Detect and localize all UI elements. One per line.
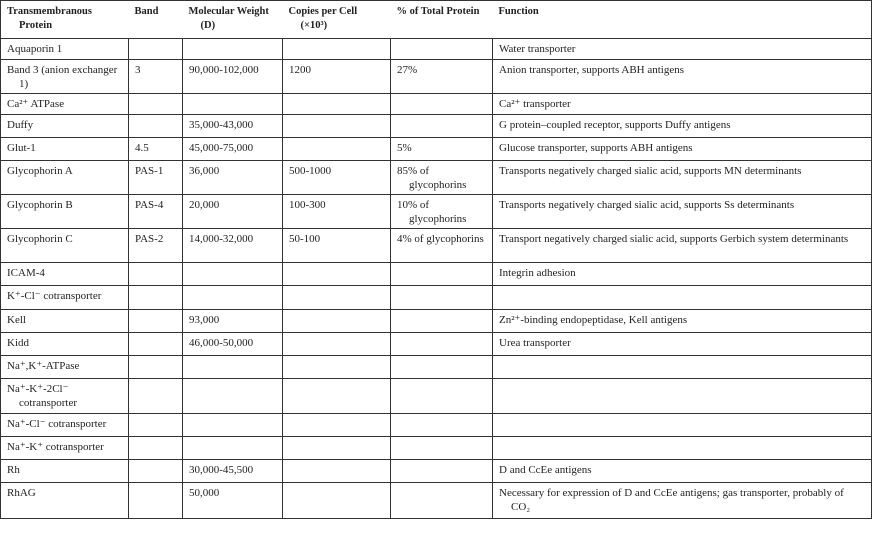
cell-copies-per-cell — [283, 483, 391, 519]
cell-function: Water transporter — [493, 39, 872, 60]
cell-molecular-weight: 93,000 — [183, 310, 283, 333]
table-row — [1, 195, 872, 229]
table-row — [1, 161, 872, 195]
cell-copies-per-cell — [283, 414, 391, 437]
cell-percent-total-protein — [391, 437, 493, 460]
cell-molecular-weight: 46,000-50,000 — [183, 333, 283, 356]
cell-molecular-weight: 90,000-102,000 — [183, 60, 283, 94]
cell-percent-total-protein: 4% of glycophorins — [391, 229, 493, 263]
header-function: Function — [493, 1, 872, 39]
cell-percent-total-protein — [391, 286, 493, 310]
cell-protein: ICAM-4 — [1, 263, 129, 286]
cell-band — [129, 286, 183, 310]
cell-copies-per-cell — [283, 356, 391, 379]
cell-copies-per-cell — [283, 138, 391, 161]
cell-band — [129, 333, 183, 356]
cell-function: Necessary for expression of D and CcEe antigens; gas transporter, probably of CO₂ — [493, 483, 872, 519]
cell-band: PAS-1 — [129, 161, 183, 195]
cell-copies-per-cell: 1200 — [283, 60, 391, 94]
cell-protein: Band 3 (anion exchanger 1) — [1, 60, 129, 94]
table-row — [1, 138, 872, 161]
cell-protein: Na⁺-K⁺-2Cl⁻ cotransporter — [1, 379, 129, 414]
cell-percent-total-protein — [391, 333, 493, 356]
cell-protein: Kell — [1, 310, 129, 333]
header-band: Band — [129, 1, 183, 39]
cell-band — [129, 356, 183, 379]
table-row — [1, 460, 872, 483]
cell-copies-per-cell — [283, 437, 391, 460]
cell-band — [129, 263, 183, 286]
cell-function: Glucose transporter, supports ABH antigens — [493, 138, 872, 161]
cell-protein: Rh — [1, 460, 129, 483]
cell-percent-total-protein: 85% of glycophorins — [391, 161, 493, 195]
cell-band — [129, 379, 183, 414]
cell-band: PAS-4 — [129, 195, 183, 229]
cell-molecular-weight: 45,000-75,000 — [183, 138, 283, 161]
cell-percent-total-protein — [391, 460, 493, 483]
table-row — [1, 115, 872, 138]
cell-function: D and CcEe antigens — [493, 460, 872, 483]
cell-function: Anion transporter, supports ABH antigens — [493, 60, 872, 94]
cell-protein: Kidd — [1, 333, 129, 356]
cell-protein: Glycophorin C — [1, 229, 129, 263]
cell-copies-per-cell — [283, 115, 391, 138]
table-row — [1, 263, 872, 286]
table-row — [1, 483, 872, 519]
cell-percent-total-protein: 5% — [391, 138, 493, 161]
table-row — [1, 333, 872, 356]
cell-molecular-weight — [183, 286, 283, 310]
cell-function: Transport negatively charged sialic acid, supports Gerbich system determinants — [493, 229, 872, 263]
header-molecular-weight: Molecular Weight (D) — [183, 1, 283, 39]
table-row — [1, 229, 872, 263]
cell-band: 4.5 — [129, 138, 183, 161]
cell-protein: Na⁺-Cl⁻ cotransporter — [1, 414, 129, 437]
table-row — [1, 356, 872, 379]
cell-band — [129, 115, 183, 138]
cell-molecular-weight: 14,000-32,000 — [183, 229, 283, 263]
cell-band — [129, 414, 183, 437]
cell-copies-per-cell — [283, 460, 391, 483]
cell-percent-total-protein — [391, 39, 493, 60]
cell-copies-per-cell — [283, 286, 391, 310]
table-row — [1, 94, 872, 115]
cell-molecular-weight: 30,000-45,500 — [183, 460, 283, 483]
cell-copies-per-cell — [283, 263, 391, 286]
cell-molecular-weight: 50,000 — [183, 483, 283, 519]
cell-copies-per-cell — [283, 379, 391, 414]
cell-molecular-weight: 35,000-43,000 — [183, 115, 283, 138]
cell-band: 3 — [129, 60, 183, 94]
cell-percent-total-protein — [391, 483, 493, 519]
cell-molecular-weight — [183, 94, 283, 115]
cell-molecular-weight — [183, 414, 283, 437]
cell-copies-per-cell: 500-1000 — [283, 161, 391, 195]
cell-function — [493, 286, 872, 310]
cell-band — [129, 437, 183, 460]
cell-protein: Ca²⁺ ATPase — [1, 94, 129, 115]
cell-percent-total-protein — [391, 356, 493, 379]
header-protein: Transmembranous Protein — [1, 1, 129, 39]
cell-protein: Na⁺,K⁺-ATPase — [1, 356, 129, 379]
cell-band — [129, 94, 183, 115]
cell-band: PAS-2 — [129, 229, 183, 263]
cell-molecular-weight: 20,000 — [183, 195, 283, 229]
cell-molecular-weight: 36,000 — [183, 161, 283, 195]
cell-percent-total-protein: 10% of glycophorins — [391, 195, 493, 229]
header-row — [1, 1, 872, 39]
cell-copies-per-cell — [283, 310, 391, 333]
cell-percent-total-protein — [391, 414, 493, 437]
cell-band — [129, 310, 183, 333]
cell-function: Ca²⁺ transporter — [493, 94, 872, 115]
cell-function — [493, 379, 872, 414]
table-row — [1, 39, 872, 60]
header-percent-total-protein: % of Total Protein — [391, 1, 493, 39]
cell-molecular-weight — [183, 356, 283, 379]
cell-function: Integrin adhesion — [493, 263, 872, 286]
cell-protein: K⁺-Cl⁻ cotransporter — [1, 286, 129, 310]
cell-function: Zn²⁺-binding endopeptidase, Kell antigens — [493, 310, 872, 333]
cell-protein: RhAG — [1, 483, 129, 519]
cell-percent-total-protein — [391, 263, 493, 286]
cell-percent-total-protein — [391, 310, 493, 333]
cell-copies-per-cell — [283, 94, 391, 115]
cell-protein: Glycophorin A — [1, 161, 129, 195]
cell-function — [493, 437, 872, 460]
table-row — [1, 286, 872, 310]
cell-percent-total-protein — [391, 379, 493, 414]
cell-function — [493, 356, 872, 379]
cell-copies-per-cell — [283, 333, 391, 356]
cell-protein: Duffy — [1, 115, 129, 138]
cell-function: G protein–coupled receptor, supports Duffy antigens — [493, 115, 872, 138]
cell-percent-total-protein — [391, 115, 493, 138]
cell-protein: Glut-1 — [1, 138, 129, 161]
cell-protein: Aquaporin 1 — [1, 39, 129, 60]
cell-band — [129, 483, 183, 519]
table-row — [1, 437, 872, 460]
cell-protein: Glycophorin B — [1, 195, 129, 229]
cell-percent-total-protein — [391, 94, 493, 115]
cell-molecular-weight — [183, 379, 283, 414]
table-row — [1, 414, 872, 437]
cell-percent-total-protein: 27% — [391, 60, 493, 94]
cell-protein: Na⁺-K⁺ cotransporter — [1, 437, 129, 460]
cell-copies-per-cell: 50-100 — [283, 229, 391, 263]
cell-molecular-weight — [183, 39, 283, 60]
cell-copies-per-cell — [283, 39, 391, 60]
header-copies-per-cell: Copies per Cell (×10³) — [283, 1, 391, 39]
table-row — [1, 379, 872, 414]
table-row — [1, 60, 872, 94]
cell-band — [129, 460, 183, 483]
cell-band — [129, 39, 183, 60]
cell-function — [493, 414, 872, 437]
cell-function: Transports negatively charged sialic acid, supports Ss determinants — [493, 195, 872, 229]
cell-function: Urea transporter — [493, 333, 872, 356]
cell-molecular-weight — [183, 437, 283, 460]
cell-molecular-weight — [183, 263, 283, 286]
cell-function: Transports negatively charged sialic acid, supports MN determinants — [493, 161, 872, 195]
table-row — [1, 310, 872, 333]
cell-copies-per-cell: 100-300 — [283, 195, 391, 229]
